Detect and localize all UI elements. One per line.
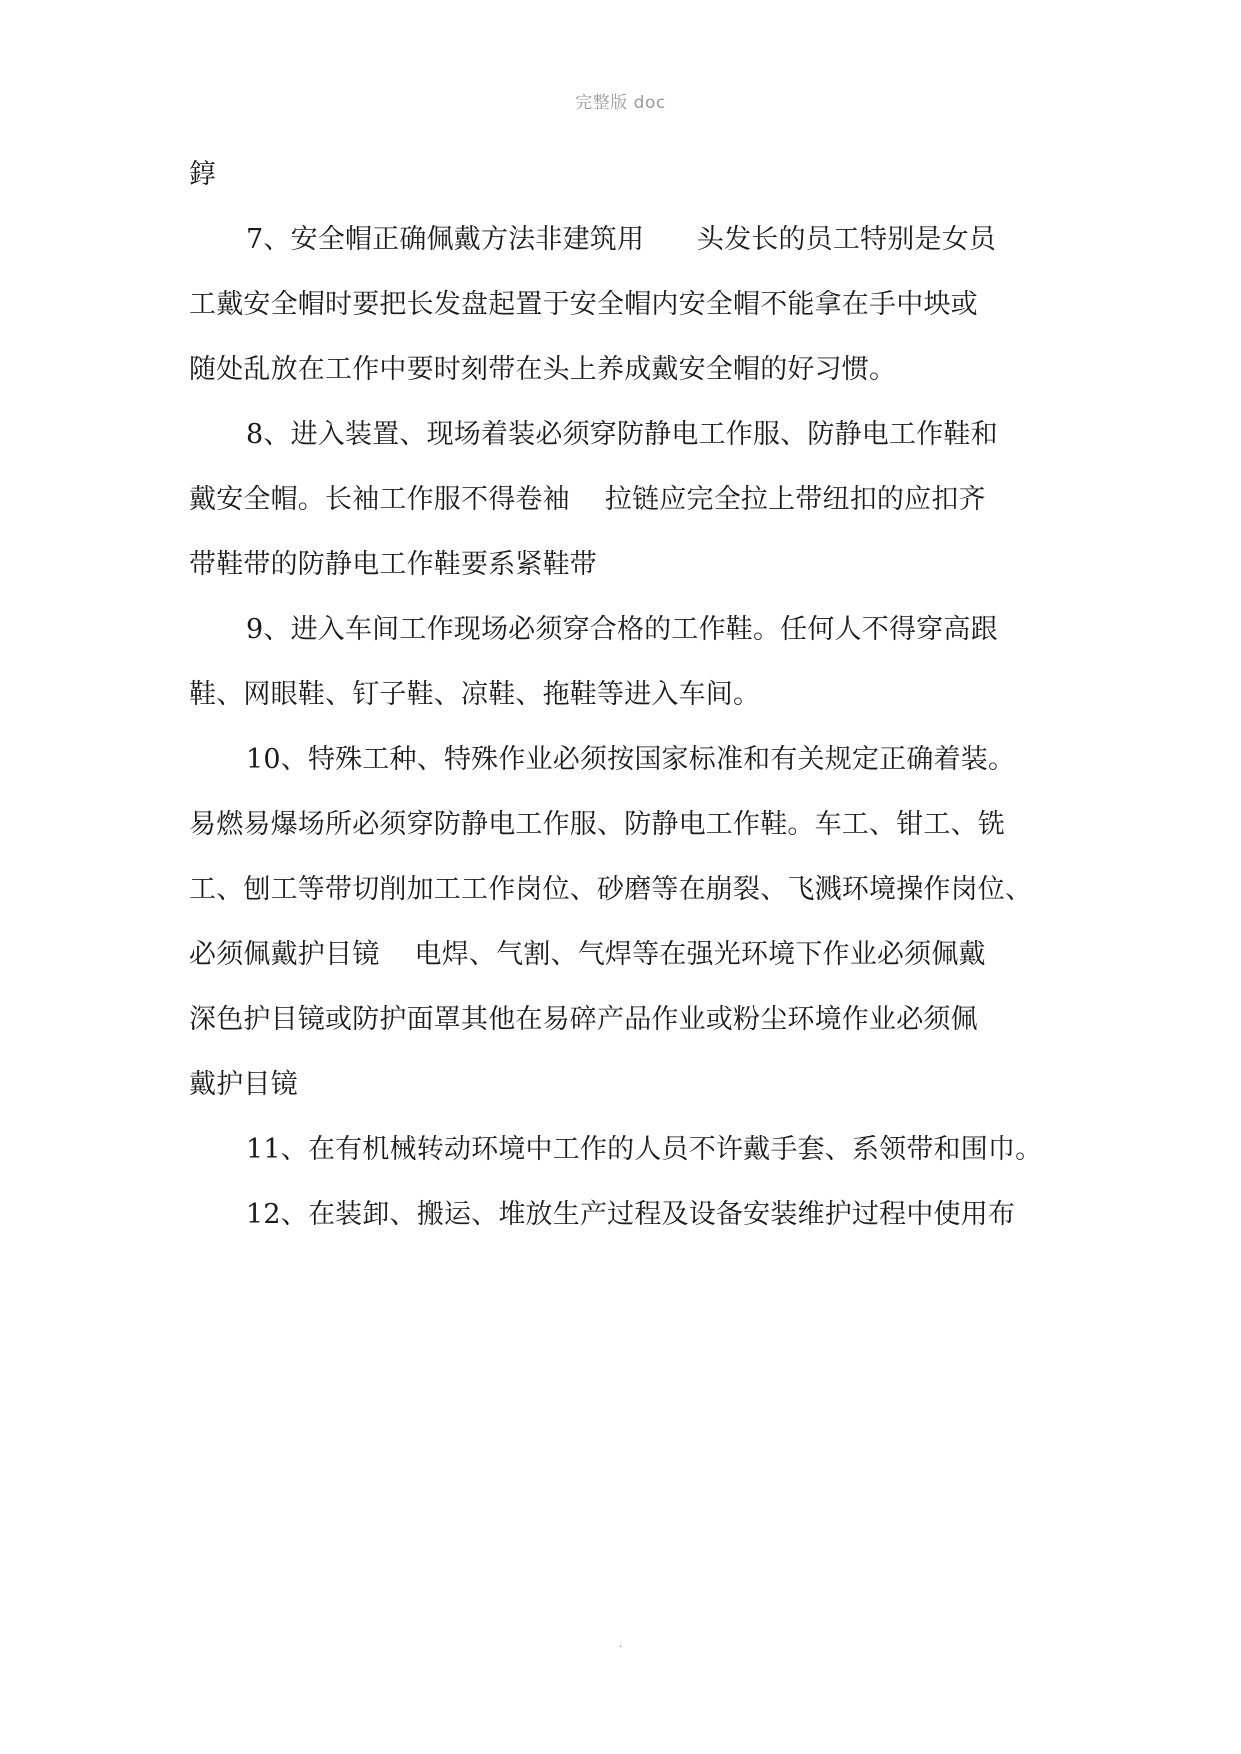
paragraph-8-line-1: 8、进入装置、现场着装必须穿防静电工作服、防静电工作鞋和 <box>246 419 998 450</box>
paragraph-7-line-2: 工戴安全帽时要把长发盘起置于安全帽内安全帽不能拿在手中坱或 <box>189 289 978 320</box>
text-line: 錞 <box>189 159 217 190</box>
paragraph-10-line-3: 工、刨工等带切削加工工作岗位、砂磨等在崩裂、飞溅环境操作岗位、 <box>189 874 1033 905</box>
paragraph-10-line-2: 易燃易爆场所必须穿防静电工作服、防静电工作鞋。车工、钳工、铣 <box>189 809 1005 840</box>
paragraph-9-line-1: 9、进入车间工作现场必须穿合格的工作鞋。任何人不得穿高跟 <box>246 614 998 645</box>
paragraph-12-line-1: 12、在装卸、搬运、堆放生产过程及设备安装维护过程中使用布 <box>246 1199 1016 1230</box>
paragraph-10-line-6: 戴护目镜 <box>189 1069 298 1100</box>
page-header: 完整版 doc <box>575 93 666 113</box>
paragraph-8-line-2: 戴安全帽。长袖工作服不得卷袖 拉链应完全拉上带纽扣的应扣齐 <box>189 484 986 515</box>
page-footer: . <box>618 1636 623 1650</box>
paragraph-10-line-4: 必须佩戴护目镜 电焊、气割、气焊等在强光环境下作业必须佩戴 <box>189 939 986 970</box>
paragraph-9-line-2: 鞋、网眼鞋、钉子鞋、凉鞋、拖鞋等进入车间。 <box>189 679 761 710</box>
paragraph-10-line-1: 10、特殊工种、特殊作业必须按国家标准和有关规定正确着装。 <box>246 744 1016 775</box>
paragraph-7-line-1: 7、安全帽正确佩戴方法非建筑用 头发长的员工特别是女员 <box>246 224 997 255</box>
paragraph-11-line-1: 11、在有机械转动环境中工作的人员不许戴手套、系领带和围巾。 <box>246 1134 1043 1165</box>
document-body <box>189 142 1059 1247</box>
paragraph-8-line-3: 带鞋带的防静电工作鞋要系紧鞋带 <box>189 549 597 580</box>
paragraph-7-line-3: 随处乱放在工作中要时刻带在头上养成戴安全帽的好习惯。 <box>189 354 897 385</box>
paragraph-10-line-5: 深色护目镜或防护面罩其他在易碎产品作业或粉尘环境作业必须佩 <box>189 1004 978 1035</box>
